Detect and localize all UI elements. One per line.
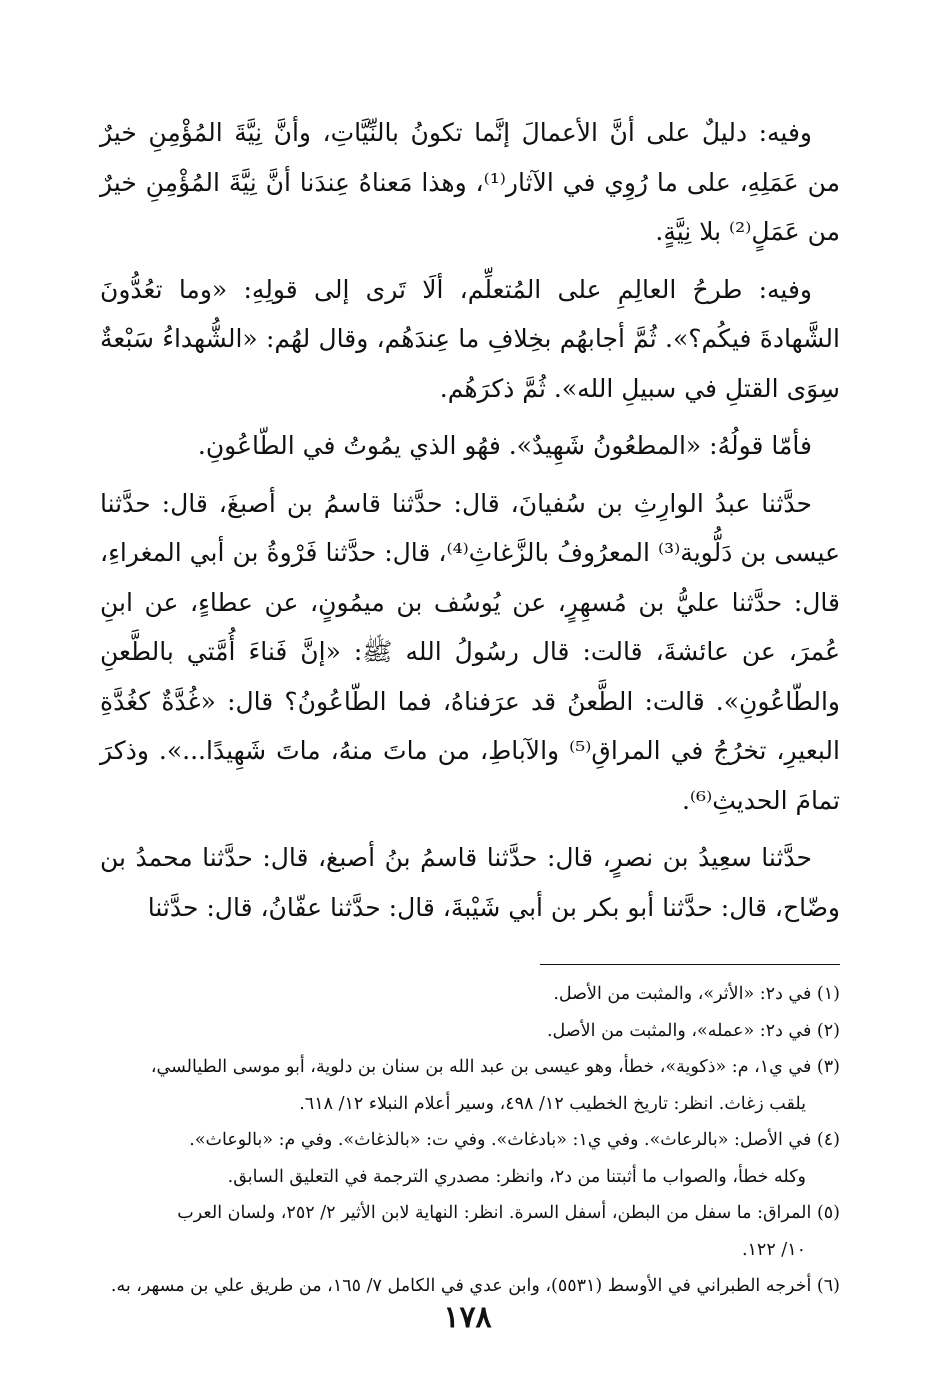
footnote-4: (٤) في الأصل: «بالرعاث». وفي ي١: «بادغاث». وفي ت: «بالذغاث». وفي م: «بالوعاث». xyxy=(189,1130,840,1150)
footnote-6: (٦) أخرجه الطبراني في الأوسط (٥٥٣١)، وابن عدي في الكامل ٧/ ١٦٥، من طريق علي بن مسهر، به. xyxy=(110,1276,840,1296)
footnote-separator xyxy=(540,964,840,965)
paragraph-teacher-question: وفيه: طرحُ العالِمِ على المُتعلِّم، ألَا تَرى إلى قولِهِ: «وما تعُدُّونَ الشَّهادةَ فيكُم؟». ثُمَّ أجابهُم بخِلافِ ما عِندَهُم، وقال لهُم: «الشُّهداءُ سَبْعةٌ سِوَى القتلِ في سبيلِ الله». ثُمَّ ذكرَهُم. xyxy=(100,274,840,403)
page-number: ١٧٨ xyxy=(443,1300,492,1335)
paragraph-plague-definition: فأمّا قولُهُ: «المطعُونُ شَهِيدٌ». فهُو الذي يمُوتُ في الطّاعُونِ. xyxy=(197,431,812,460)
footnote-3: (٣) في ي١، م: «ذكوية»، خطأ، وهو عيسى بن عبد الله بن سنان بن دلوية، أبو موسى الطيالسي، xyxy=(150,1057,840,1077)
paragraph-hadith-chain-2: حدَّثنا سعِيدُ بن نصرٍ، قال: حدَّثنا قاسمُ بنُ أصبغ، قال: حدَّثنا محمدُ بن وضّاح، قال: حدَّثنا أبو بكر بن أبي شَيْبةَ، قال: حدَّثنا عفّانُ، قال: حدَّثنا xyxy=(100,843,840,922)
footnote-3-continued: يلقب زغاث. انظر: تاريخ الخطيب ١٢/ ٤٩٨، وسير أعلام النبلاء ١٢/ ٦١٨. xyxy=(299,1093,806,1114)
footnote-5: (٥) المراق: ما سفل من البطن، أسفل السرة. انظر: النهاية لابن الأثير ٢/ ٢٥٢، ولسان العرب xyxy=(177,1203,840,1223)
main-text xyxy=(100,108,840,932)
footnotes xyxy=(100,979,840,1303)
footnote-2: (٢) في د٢: «عمله»، والمثبت من الأصل. xyxy=(546,1020,840,1041)
footnote-4-continued: وكله خطأ، والصواب ما أثبتنا من د٢، وانظر: مصدري الترجمة في التعليق السابق. xyxy=(227,1166,806,1187)
footnote-5-continued: ١٠/ ١٢٢. xyxy=(741,1239,806,1260)
footnote-1: (١) في د٢: «الأثر»، والمثبت من الأصل. xyxy=(553,984,840,1004)
paragraph-hadith-chain-1: حدَّثنا عبدُ الوارِثِ بن سُفيانَ، قال: حدَّثنا قاسمُ بن أصبغَ، قال: حدَّثنا عيسى بن دَلُّوية⁽³⁾ المعرُوفُ بالزَّغاثِ⁽⁴⁾، قال: حدَّثنا فَرْوةُ بن أبي المغراءِ، قال: حدَّثنا عليُّ بن مُسهِرٍ، عن يُوسُف بن ميمُونٍ، عن عطاءٍ، عن ابنِ عُمرَ، عن عائشةَ، قالت: قال رسُولُ الله ﷺ: «إنَّ فَناءَ أُمَّتي بالطَّعنِ والطّاعُونِ». قالت: الطَّعنُ قد عرَفناهُ، فما الطّاعُونُ؟ قال: «غُدَّةٌ كغُدَّةِ البعيرِ، تخرُجُ في المراقِ⁽⁵⁾ والآباطِ، من ماتَ منهُ، ماتَ شَهِيدًا...». وذكرَ تمامَ الحديثِ⁽⁶⁾. xyxy=(100,488,841,815)
paragraph-intentions: وفيه: دليلٌ على أنَّ الأعمالَ إنَّما تكونُ بالنِّيَّاتِ، وأنَّ نِيَّةَ المُؤْمِنِ خيرٌ من عَمَلِهِ، على ما رُوِي في الآثار⁽¹⁾، وهذا مَعناهُ عِندَنا أنَّ نِيَّةَ المُؤْمِنِ خيرٌ من عَمَلٍ⁽²⁾ بلا نِيَّةٍ. xyxy=(100,118,840,246)
